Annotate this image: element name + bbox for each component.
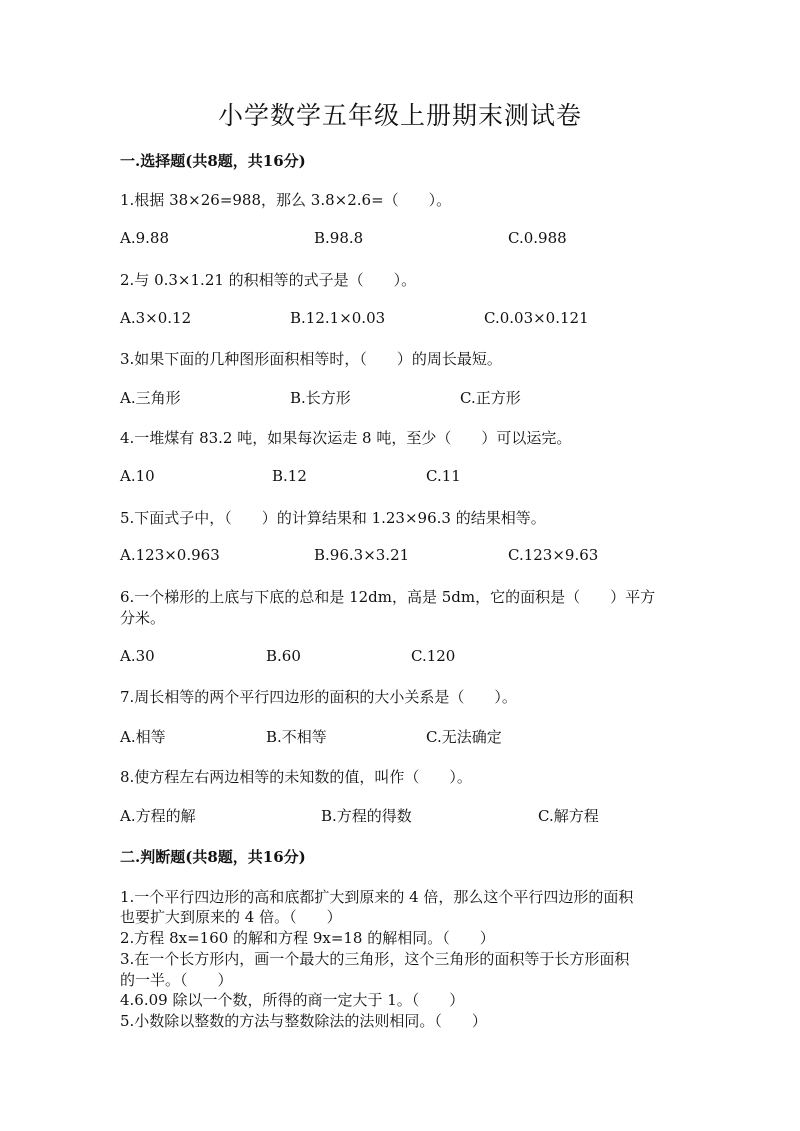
question-5: 5.下面式子中，（ ）的计算结果和 1.23×96.3 的结果相等。 xyxy=(120,509,546,527)
judgement-line: 4.6.09 除以一个数，所得的商一定大于 1。（ ） xyxy=(120,991,465,1009)
judgement-line: 的一半。（ ） xyxy=(120,971,233,989)
question-4-option-c: C.11 xyxy=(426,467,461,485)
judgement-line: 也要扩大到原来的 4 倍。（ ） xyxy=(120,908,342,926)
judgement-line: 3.在一个长方形内，画一个最大的三角形，这个三角形的面积等于长方形面积 xyxy=(120,950,630,968)
judgement-line: 5.小数除以整数的方法与整数除法的法则相同。（ ） xyxy=(120,1012,487,1030)
question-8: 8.使方程左右两边相等的未知数的值，叫作（ ）。 xyxy=(120,768,472,786)
question-5-option-c: C.123×9.63 xyxy=(508,546,599,564)
question-4-option-a: A.10 xyxy=(120,467,155,485)
question-5-option-b: B.96.3×3.21 xyxy=(314,546,410,564)
question-6-option-c: C.120 xyxy=(411,647,456,665)
question-8-option-a: A.方程的解 xyxy=(120,807,196,825)
question-1-option-a: A.9.88 xyxy=(120,229,169,247)
judgement-line: 1.一个平行四边形的高和底都扩大到原来的 4 倍，那么这个平行四边形的面积 xyxy=(120,888,634,906)
question-6: 6.一个梯形的上底与下底的总和是 12dm，高是 5dm，它的面积是（ ）平方 xyxy=(120,588,656,606)
question-1: 1.根据 38×26=988，那么 3.8×2.6=（ ）。 xyxy=(120,191,452,209)
question-2-option-b: B.12.1×0.03 xyxy=(290,309,386,327)
question-7-option-b: B.不相等 xyxy=(266,728,327,746)
question-8-option-c: C.解方程 xyxy=(538,807,599,825)
question-4-option-b: B.12 xyxy=(272,467,307,485)
question-6-option-b: B.60 xyxy=(266,647,301,665)
question-4: 4.一堆煤有 83.2 吨，如果每次运走 8 吨，至少（ ）可以运完。 xyxy=(120,429,572,447)
question-2: 2.与 0.3×1.21 的积相等的式子是（ ）。 xyxy=(120,271,417,289)
question-2-option-a: A.3×0.12 xyxy=(120,309,192,327)
question-2-option-c: C.0.03×0.121 xyxy=(484,309,589,327)
question-3: 3.如果下面的几种图形面积相等时，（ ）的周长最短。 xyxy=(120,350,502,368)
question-1-option-b: B.98.8 xyxy=(314,229,364,247)
question-6-option-a: A.30 xyxy=(120,647,155,665)
question-3-option-b: B.长方形 xyxy=(290,389,351,407)
judgement-line: 2.方程 8x=160 的解和方程 9x=18 的解相同。（ ） xyxy=(120,929,495,947)
question-3-option-a: A.三角形 xyxy=(120,389,181,407)
question-5-option-a: A.123×0.963 xyxy=(120,546,220,564)
question-7: 7.周长相等的两个平行四边形的面积的大小关系是（ ）。 xyxy=(120,688,517,706)
question-7-option-c: C.无法确定 xyxy=(426,728,502,746)
section-heading-choice: 一.选择题(共8题，共16分) xyxy=(120,152,306,170)
question-1-option-c: C.0.988 xyxy=(508,229,567,247)
question-3-option-c: C.正方形 xyxy=(460,389,521,407)
question-7-option-a: A.相等 xyxy=(120,728,166,746)
page-title: 小学数学五年级上册期末测试卷 xyxy=(217,101,582,130)
question-8-option-b: B.方程的得数 xyxy=(321,807,412,825)
section-heading-judgement: 二.判断题(共8题，共16分) xyxy=(120,848,306,866)
question-6-continued: 分米。 xyxy=(120,609,166,627)
